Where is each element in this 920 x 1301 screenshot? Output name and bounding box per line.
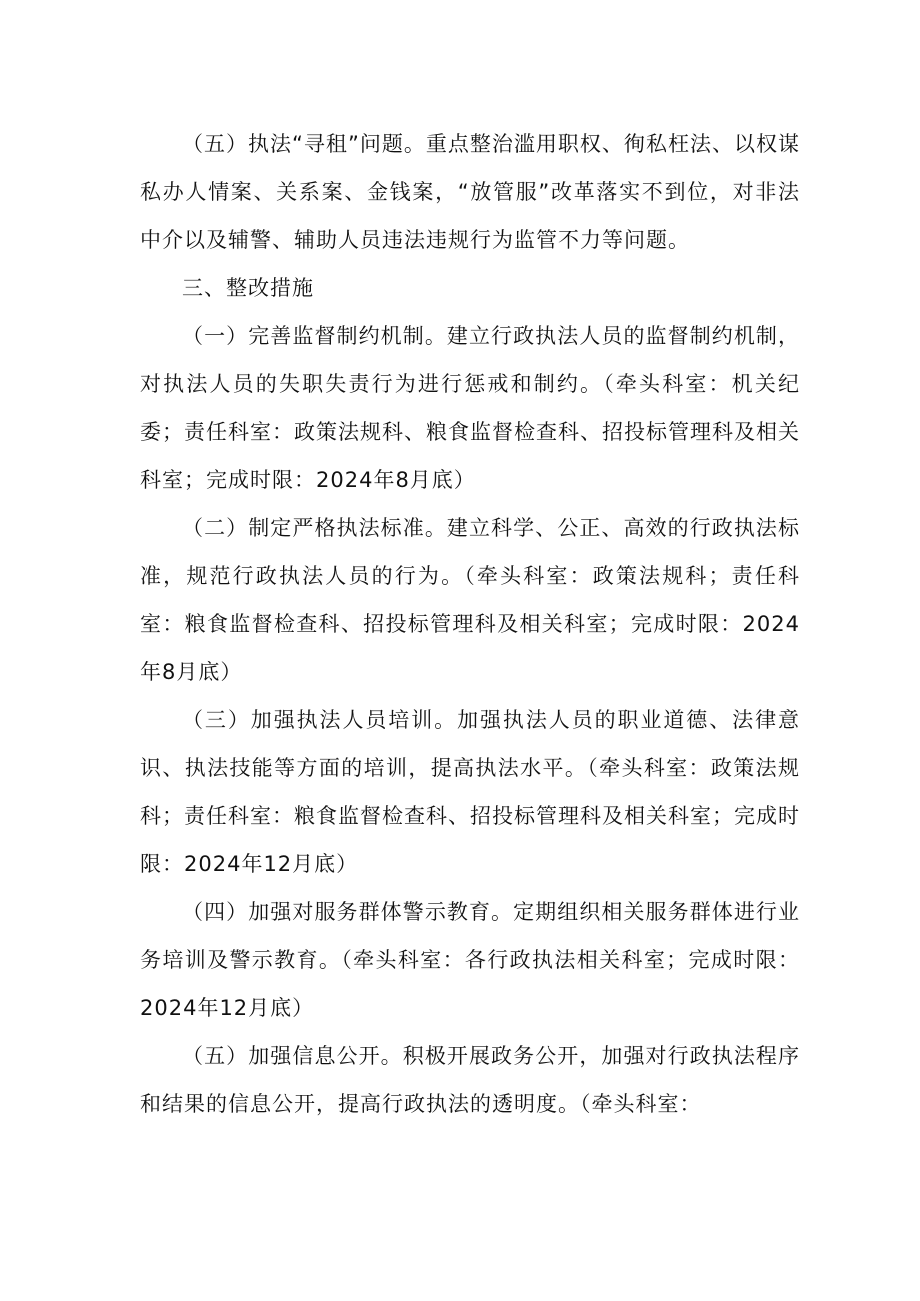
paragraph-measure-4: （四）加强对服务群体警示教育。定期组织相关服务群体进行业务培训及警示教育。（牵头科室：各行政执法相关科室；完成时限：2024年12月底）	[140, 900, 800, 1020]
paragraph-enforcement-rent-seeking: （五）执法“寻租”问题。重点整治滥用职权、徇私枉法、以权谋私办人情案、关系案、金钱案，“放管服”改革落实不到位，对非法中介以及辅警、辅助人员违法违规行为监管不力等问题。	[140, 132, 800, 252]
paragraph-measure-2: （二）制定严格执法标准。建立科学、公正、高效的行政执法标准，规范行政执法人员的行为。（牵头科室：政策法规科；责任科室：粮食监督检查科、招投标管理科及相关科室；完成时限：2024年8月底）	[140, 516, 800, 684]
section-heading-rectification-measures: 三、整改措施	[182, 276, 314, 300]
paragraph-measure-5: （五）加强信息公开。积极开展政务公开，加强对行政执法程序和结果的信息公开，提高行政执法的透明度。（牵头科室：	[140, 1044, 800, 1116]
document-body	[140, 120, 800, 1128]
paragraph-measure-3: （三）加强执法人员培训。加强执法人员的职业道德、法律意识、执法技能等方面的培训，提高执法水平。（牵头科室：政策法规科；责任科室：粮食监督检查科、招投标管理科及相关科室；完成时限：2024年12月底）	[140, 708, 800, 876]
paragraph-measure-1: （一）完善监督制约机制。建立行政执法人员的监督制约机制，对执法人员的失职失责行为进行惩戒和制约。（牵头科室：机关纪委；责任科室：政策法规科、粮食监督检查科、招投标管理科及相关科室；完成时限：2024年8月底）	[140, 324, 800, 492]
